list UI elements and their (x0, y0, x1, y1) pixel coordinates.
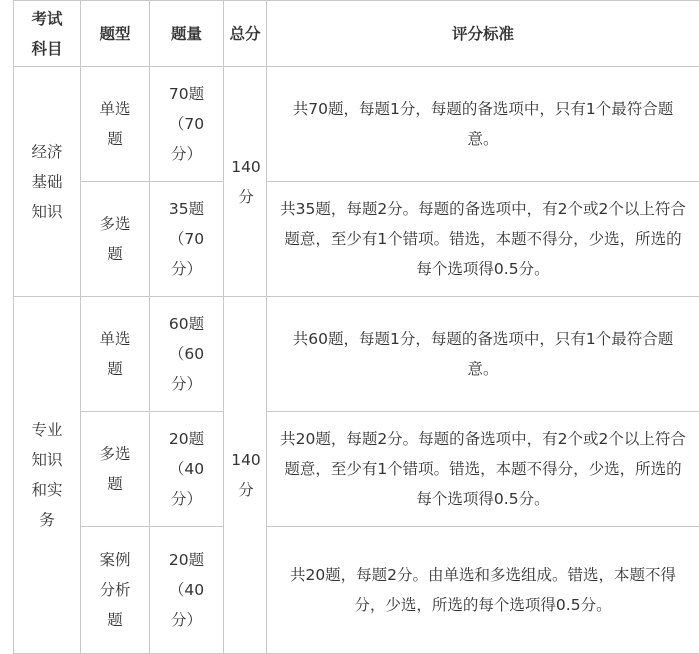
table-row (14, 527, 699, 654)
type-cell (81, 67, 150, 182)
total-label: 140分 (224, 152, 268, 212)
count-label: 35题（70分） (155, 194, 219, 284)
subject-label: 经济基础知识 (21, 137, 73, 227)
header-count (150, 1, 224, 67)
header-total (224, 1, 267, 67)
header-criteria (267, 1, 699, 67)
count-label: 70题（70分） (155, 79, 219, 169)
type-label: 案例分析题 (89, 545, 141, 635)
subject-cell (14, 297, 81, 654)
criteria-cell (267, 527, 699, 654)
count-label: 20题（40分） (155, 424, 219, 514)
table-header-row (14, 1, 699, 67)
type-label: 多选题 (89, 439, 141, 499)
header-criteria-label: 评分标准 (452, 25, 514, 43)
type-cell (81, 412, 150, 527)
criteria-cell (267, 412, 699, 527)
criteria-label: 共35题，每题2分。每题的备选项中，有2个或2个以上符合题意，至少有1个错项。错选，本题不得分，少选，所选的每个选项得0.5分。 (267, 194, 699, 284)
criteria-cell (267, 297, 699, 412)
subject-cell (14, 67, 81, 297)
criteria-label: 共70题，每题1分，每题的备选项中，只有1个最符合题意。 (267, 94, 699, 154)
criteria-label: 共60题，每题1分，每题的备选项中，只有1个最符合题意。 (267, 324, 699, 384)
total-cell (224, 297, 267, 654)
count-cell (150, 527, 224, 654)
count-cell (150, 67, 224, 182)
subject-label: 专业知识和实务 (21, 415, 73, 535)
header-count-label: 题量 (171, 25, 202, 43)
criteria-cell (267, 67, 699, 182)
count-cell (150, 297, 224, 412)
count-cell (150, 182, 224, 297)
header-total-label: 总分 (229, 25, 260, 43)
count-label: 60题（60分） (155, 309, 219, 399)
header-type (81, 1, 150, 67)
type-label: 单选题 (89, 324, 141, 384)
criteria-label: 共20题，每题2分。每题的备选项中，有2个或2个以上符合题意，至少有1个错项。错选，本题不得分，少选，所选的每个选项得0.5分。 (267, 424, 699, 514)
count-cell (150, 412, 224, 527)
count-label: 20题（40分） (155, 545, 219, 635)
table-row (14, 182, 699, 297)
table-row (14, 297, 699, 412)
table-row (14, 412, 699, 527)
header-subject-label: 考试科目 (21, 4, 73, 64)
table-row (14, 67, 699, 182)
type-cell (81, 527, 150, 654)
type-cell (81, 182, 150, 297)
criteria-cell (267, 182, 699, 297)
type-label: 单选题 (89, 94, 141, 154)
type-label: 多选题 (89, 209, 141, 269)
total-cell (224, 67, 267, 297)
exam-scoring-table (13, 0, 699, 654)
criteria-label: 共20题，每题2分。由单选和多选组成。错选，本题不得分，少选，所选的每个选项得0.5分。 (267, 560, 699, 620)
header-type-label: 题型 (99, 25, 130, 43)
header-subject (14, 1, 81, 67)
type-cell (81, 297, 150, 412)
total-label: 140分 (224, 445, 268, 505)
